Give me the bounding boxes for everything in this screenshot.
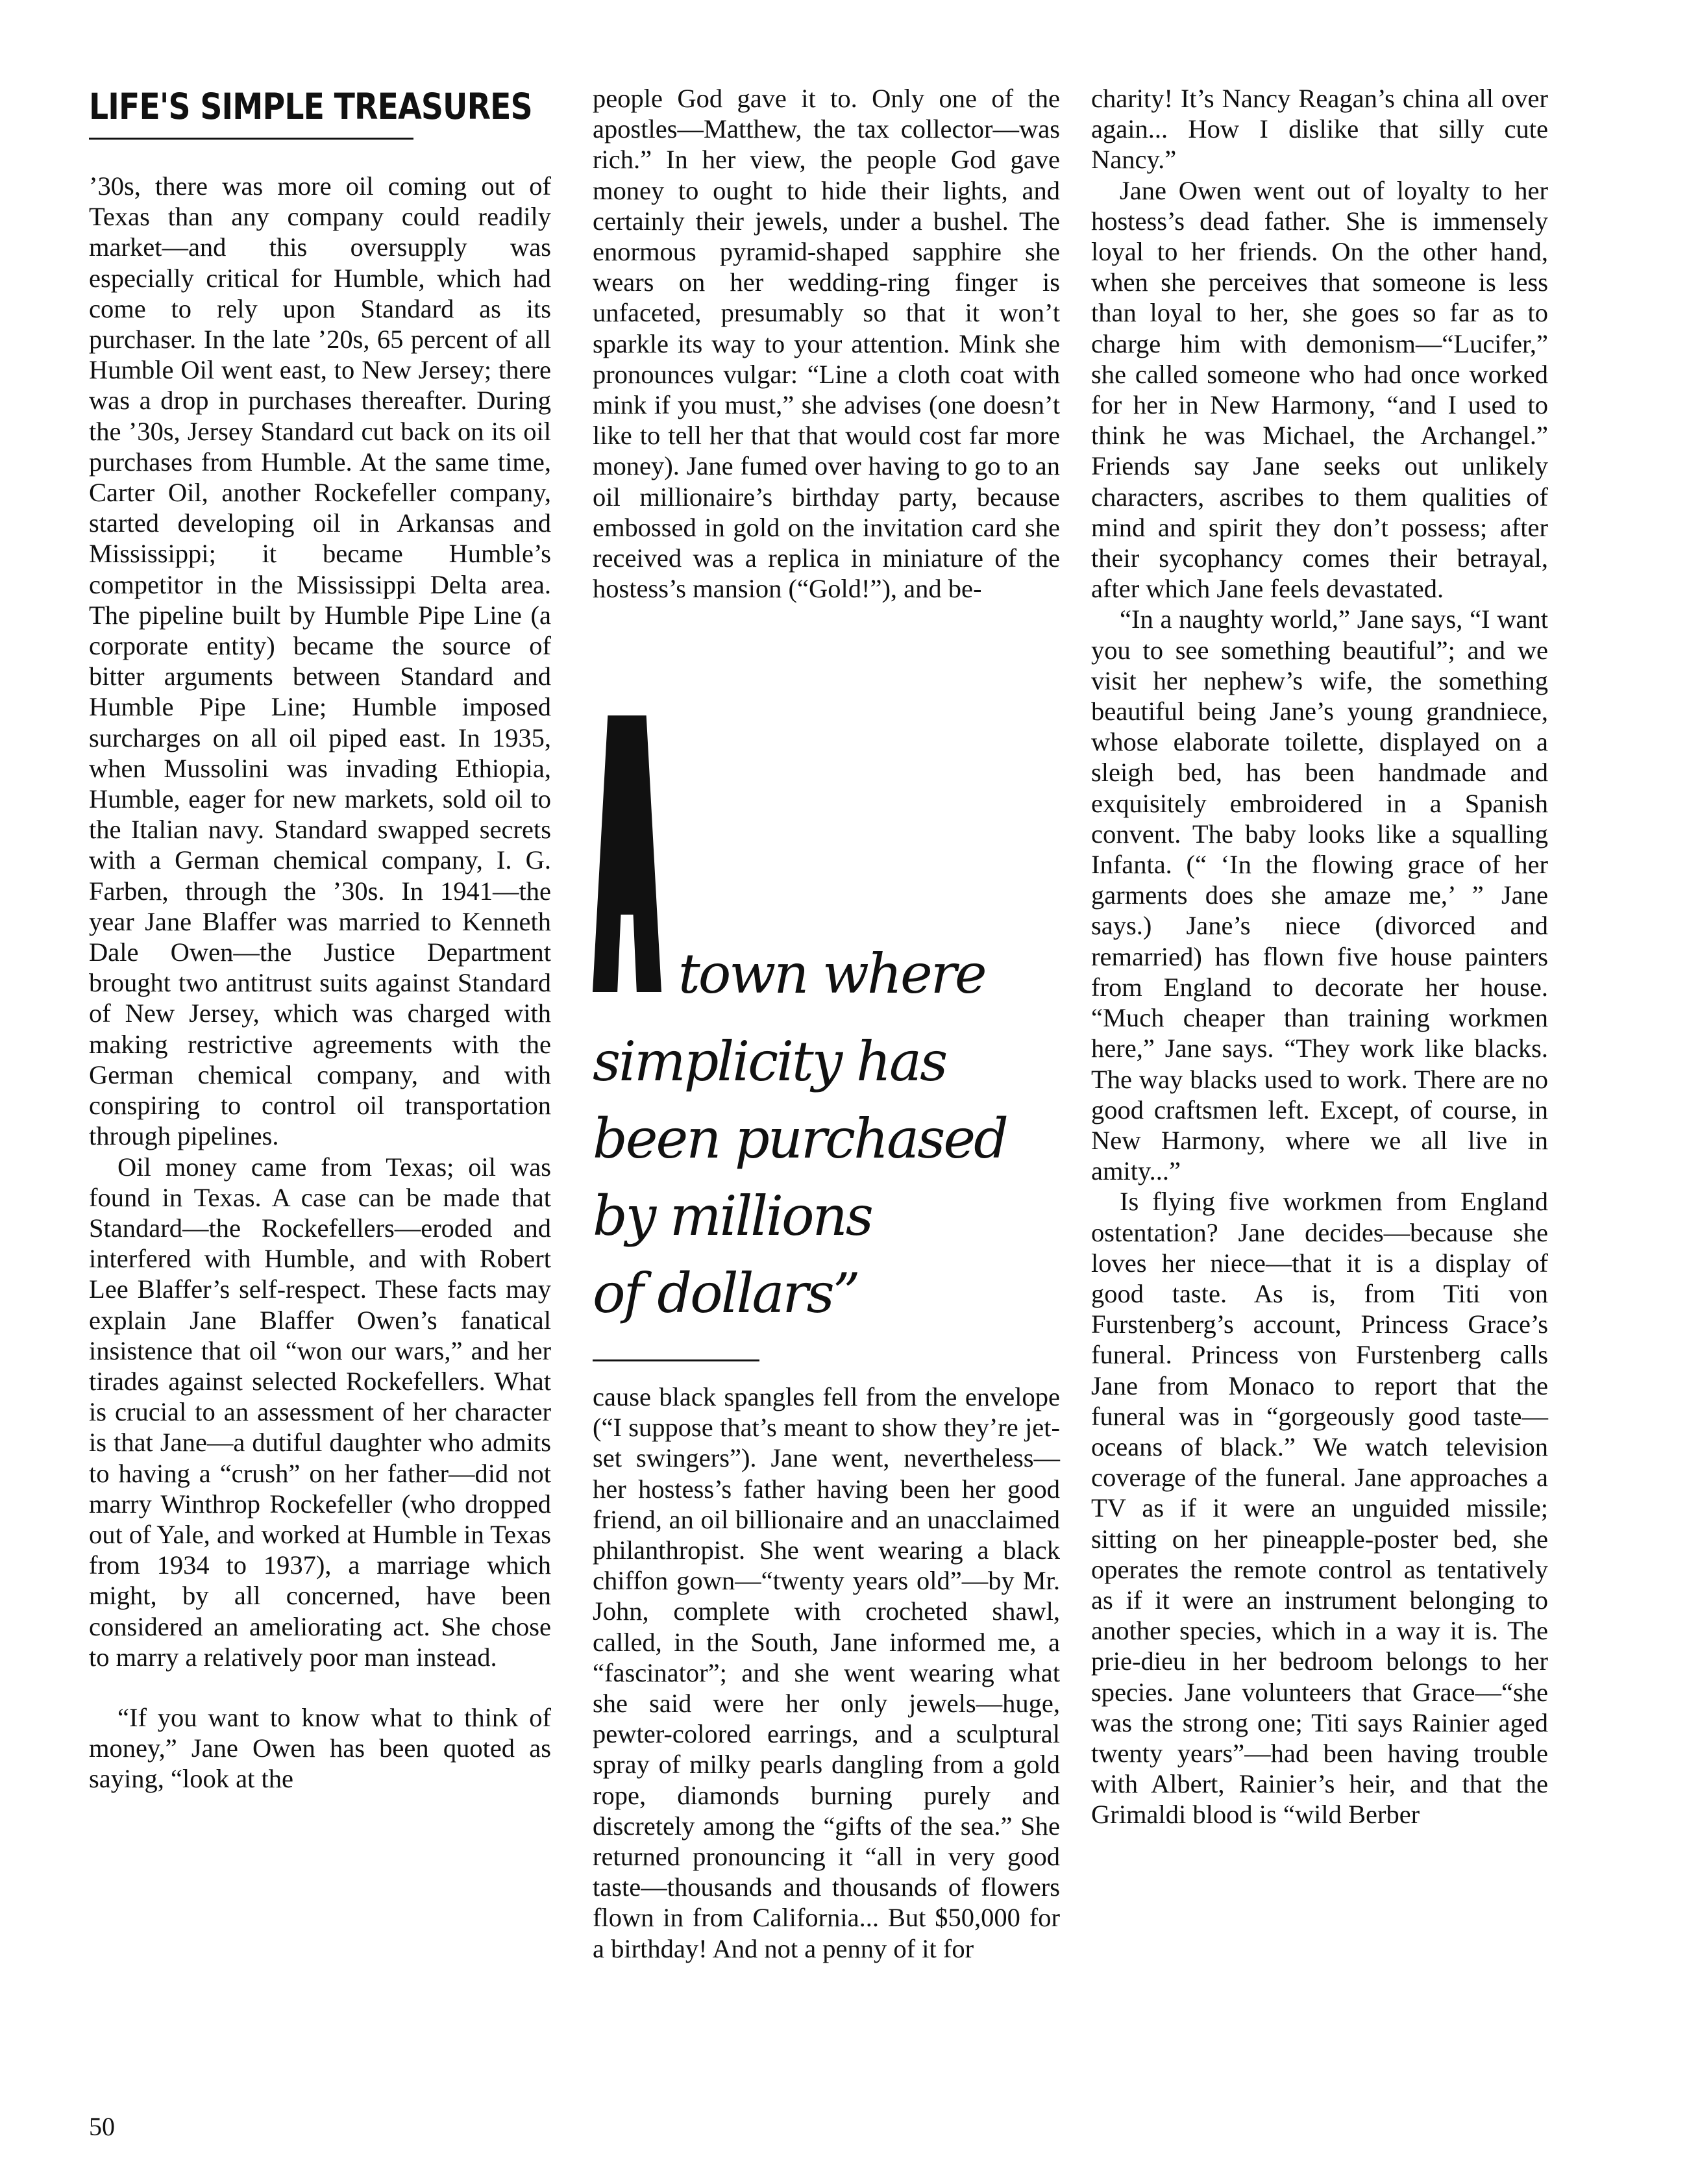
article-column-1: [89, 171, 551, 1794]
paragraph: cause black spangles fell from the envelope (“I suppose that’s meant to show they’re jet-set swingers”). Jane went, nevertheless—her hostess’s father having been her good friend, an oil billionaire and an unacclaimed philanthropist. She went wearing a black chiffon gown—“twenty years old”—by Mr. John, complete with crocheted shawl, called, in the South, Jane informed me, a “fascinator”; and she went wearing what she said were her only jewels—huge, pewter-colored earrings, and a sculptural spray of milky pearls dangling from a gold rope, diamonds burning purely and discretely among the “gifts of the sea.” She returned pronouncing it “all in very good taste—thousands and thousands of flowers flown in from California... But $50,000 for a birthday! And not a penny of it for: [593, 1382, 1060, 1963]
paragraph: “If you want to know what to think of money,” Jane Owen has been quoted as saying, “look at the: [89, 1702, 551, 1794]
article-column-2-bottom: [593, 1382, 1060, 1964]
paragraph: people God gave it to. Only one of the apostles—Matthew, the tax collector—was rich.” In her view, the people God gave money to ought to hide their lights, and certainly their jewels, under a bushel. The enormous pyramid-shaped sapphire she wears on her wedding-ring finger is unfaceted, presumably so that it won’t sparkle its way to your attention. Mink she pronounces vulgar: “Line a cloth coat with mink if you must,” she advises (one doesn’t like to tell her that that would cost far more money). Jane fumed over having to go to an oil millionaire’s birthday party, because embossed in gold on the invitation card she received was a replica in miniature of the hostess’s mansion (“Gold!”), and be-: [593, 84, 1060, 604]
pull-quote-rule: [593, 1359, 759, 1361]
page-number: 50: [89, 2112, 115, 2141]
pull-quote-line: of dollars”: [593, 1261, 859, 1325]
pull-quote-line: been purchased: [593, 1107, 1007, 1171]
article-column-3: [1091, 83, 1548, 1830]
pull-quote: [593, 715, 1007, 1371]
paragraph: Jane Owen went out of loyalty to her hostess’s dead father. She is immensely loyal to her friends. On the other hand, when she perceives that someone is less than loyal to her, she goes so far as to charge him with demonism—“Lucifer,” she called someone who had once worked for her in New Harmony, “and I used to think he was Michael, the Archangel.” Friends say Jane seeks out unlikely characters, ascribes to them qualities of mind and spirit they don’t possess; after their sycophancy comes their betrayal, after which Jane feels devastated.: [1091, 175, 1548, 604]
paragraph: ’30s, there was more oil coming out of Texas than any company could readily market—and this oversupply was especially critical for Humble, which had come to rely upon Standard as its purchaser. In the late ’20s, 65 percent of all Humble Oil went east, to New Jersey; there was a drop in purchases thereafter. During the ’30s, Jersey Standard cut back on its oil purchases from Humble. At the same time, Carter Oil, another Rockefeller company, started developing oil in Arkansas and Mississippi; it became Humble’s competitor in the Mississippi Delta area. The pipeline built by Humble Pipe Line (a corporate entity) became the source of bitter arguments between Standard and Humble Pipe Line; Humble imposed surcharges on all oil piped east. In 1935, when Mussolini was invading Ethiopia, Humble, eager for new markets, sold oil to the Italian navy. Standard swapped secrets with a German chemical company, I. G. Farben, through the ’30s. In 1941—the year Jane Blaffer was married to Kenneth Dale Owen—the Justice Department brought two antitrust suits against Standard of New Jersey, which was charged with making restrictive agreements with the German chemical company, and with conspiring to control oil transportation through pipelines.: [89, 171, 551, 1151]
paragraph: Oil money came from Texas; oil was found in Texas. A case can be made that Standard—the Rockefellers—eroded and interfered with Humble, and with Robert Lee Blaffer’s self-respect. These facts may explain Jane Blaffer Owen’s fanatical insistence that oil “won our wars,” and her tirades against selected Rockefellers. What is crucial to an assessment of her character is that Jane—a dutiful daughter who admits to having a “crush” on her father—did not marry Winthrop Rockefeller (who dropped out of Yale, and worked at Humble in Texas from 1934 to 1937), a marriage which might, by all concerned, have been considered an ameliorating act. She chose to marry a relatively poor man instead.: [89, 1152, 551, 1672]
paragraph: charity! It’s Nancy Reagan’s china all over again... How I dislike that silly cute Nancy.”: [1091, 84, 1548, 175]
pull-quote-drop-letter: [593, 715, 661, 992]
pull-quote-line: by millions: [593, 1184, 872, 1248]
pull-quote-line: simplicity has: [593, 1030, 946, 1093]
pull-quote-line: town where: [678, 942, 985, 1006]
section-title-rule: [89, 138, 413, 140]
paragraph: Is flying five workmen from England ostentation? Jane decides—because she loves her niece—that it is a display of good taste. As is, from Titi von Furstenberg’s account, Princess Grace’s funeral. Princess von Furstenberg calls Jane from Monaco to report that the funeral was in “gorgeously good taste—oceans of black.” We watch television coverage of the funeral. Jane approaches a TV as if it were an unguided missile; sitting on her pineapple-poster bed, she operates the remote control as tentatively as if it were an instrument belonging to another species, which in a way it is. The prie-dieu in her bedroom belongs to her species. Jane volunteers that Grace—“she was the strong one; Titi says Rainier aged twenty years”—had been having trouble with Albert, Rainier’s heir, and that the Grimaldi blood is “wild Berber: [1091, 1187, 1548, 1830]
article-column-2-top: [593, 83, 1060, 604]
paragraph: “In a naughty world,” Jane says, “I want you to see something beautiful”; and we visit her nephew’s wife, the something beautiful being Jane’s young grandniece, whose elaborate toilette, displayed on a sleigh bed, has been handmade and exquisitely embroidered in a Spanish convent. The baby looks like a squalling Infanta. (“ ‘In the flowing grace of her garments does she amaze me,’ ” Jane says.) Jane’s niece (divorced and remarried) has flown five house painters from England to decorate her house. “Much cheaper than training workmen here,” Jane says. “They work like blacks. The way blacks used to work. There are no good craftsmen left. Except, of course, in New Harmony, where we all live in amity...”: [1091, 604, 1548, 1186]
section-title: LIFE'S SIMPLE TREASURES: [89, 86, 532, 127]
